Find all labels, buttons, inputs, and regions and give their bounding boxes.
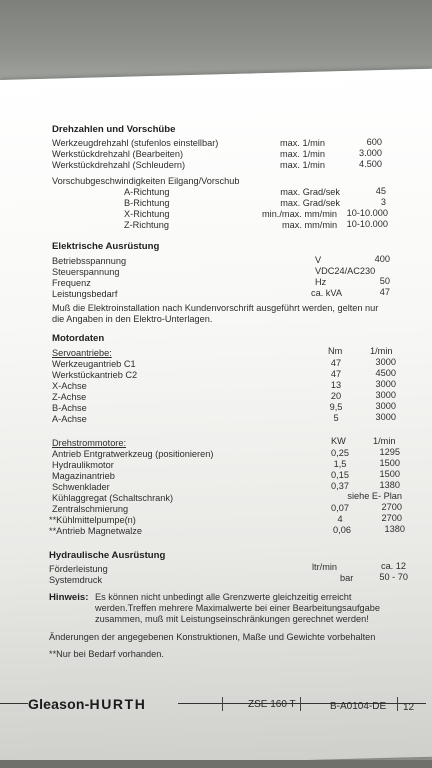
footer-rule-right — [178, 703, 426, 704]
dreh-label: Hydraulikmotor — [52, 460, 114, 470]
servo-col-header: 1/min — [370, 346, 393, 356]
dreh-v1: 4 — [337, 514, 343, 524]
dreh-v2: 1380 — [379, 480, 400, 490]
hinweis-text: zusammen, muß mit Leistungseinschränkungen gerechnet werden! — [95, 614, 369, 624]
eilgang-label: B-Richtung — [124, 198, 170, 208]
eilgang-unit: max. Grad/sek — [280, 198, 340, 208]
dreh-label: Magazinantrieb — [52, 471, 115, 481]
dreh-v1: 0,15 — [331, 470, 349, 480]
dreh-label: Zentralschmierung — [52, 504, 129, 514]
elektrik-note: die Angaben in den Elektro-Unterlagen. — [52, 314, 213, 324]
dreh-v2: 1295 — [379, 447, 400, 457]
hinweis-label: Hinweis: — [49, 592, 89, 603]
servo-v2: 3000 — [375, 357, 396, 367]
servo-v1: 47 — [330, 369, 342, 379]
hydraulik-label: Förderleistung — [49, 564, 108, 574]
dreh-title: Drehstrommotore: — [52, 438, 127, 448]
elektrik-unit: V — [315, 255, 322, 265]
hydraulik-unit: ltr/min — [312, 562, 338, 572]
dreh-v1: 0,37 — [331, 481, 349, 491]
servo-v1: 13 — [330, 380, 342, 390]
logo-text-gleason: Gleason- — [28, 696, 90, 712]
logo-text-hurth: HURTH — [89, 696, 147, 712]
eilgang-value: 10-10.000 — [346, 219, 388, 229]
dreh-v2: 1500 — [379, 469, 400, 479]
bedarf-note: **Nur bei Bedarf vorhanden. — [49, 649, 164, 659]
hydraulik-value: 50 - 70 — [379, 572, 408, 582]
footer-divider — [397, 697, 398, 711]
section-title-elektrik: Elektrische Ausrüstung — [52, 241, 160, 252]
document-id: B-A0104-DE — [330, 701, 387, 712]
servo-v1: 47 — [330, 358, 342, 368]
servo-label: Werkzeugantrieb C1 — [52, 359, 136, 369]
elektrik-unit: Hz — [315, 277, 327, 287]
drehzahl-label: Werkstückdrehzahl (Bearbeiten) — [52, 149, 184, 159]
eilgang-unit: max. Grad/sek — [280, 187, 340, 197]
servo-v2: 3000 — [375, 401, 396, 411]
dreh-v2: siehe E- Plan — [347, 491, 402, 501]
elektrik-value: 50 — [379, 276, 390, 286]
drehzahl-unit: max. 1/min — [280, 160, 325, 170]
dreh-label: Schwenklader — [52, 482, 110, 492]
hydraulik-value: ca. 12 — [380, 561, 406, 571]
servo-v1: 20 — [330, 391, 342, 401]
dreh-label: **Antrieb Magnetwalze — [49, 526, 142, 536]
dreh-label: Kühlaggregat (Schaltschrank) — [52, 493, 174, 503]
hydraulik-label: Systemdruck — [49, 575, 103, 585]
footer-divider — [222, 697, 223, 711]
section-title-motordaten: Motordaten — [52, 333, 105, 344]
dreh-col-header: 1/min — [373, 436, 396, 446]
elektrik-value: 400 — [374, 254, 390, 264]
dreh-v1: 1,5 — [333, 459, 347, 469]
servo-label: X-Achse — [52, 381, 87, 391]
eilgang-value: 10-10.000 — [346, 208, 388, 218]
gleason-hurth-logo — [28, 696, 147, 712]
elektrik-unit: ca. kVA — [311, 288, 342, 298]
servo-v2: 3000 — [375, 412, 396, 422]
eilgang-title: Vorschubgeschwindigkeiten Eilgang/Vorschub — [52, 176, 240, 186]
servo-v2: 3000 — [375, 390, 396, 400]
elektrik-label: Steuerspannung — [52, 267, 120, 277]
eilgang-value: 45 — [375, 186, 386, 196]
elektrik-value: 47 — [379, 287, 390, 297]
dreh-v1: 0,25 — [331, 448, 349, 458]
eilgang-unit: max. mm/min — [282, 220, 338, 230]
drehzahl-unit: max. 1/min — [280, 149, 325, 159]
dreh-v2: 2700 — [381, 513, 402, 523]
drehzahl-label: Werkzeugdrehzahl (stufenlos einstellbar) — [52, 138, 219, 148]
drehzahl-unit: max. 1/min — [280, 138, 325, 148]
drehzahl-label: Werkstückdrehzahl (Schleudern) — [52, 160, 186, 170]
table-edge — [0, 760, 432, 768]
elektrik-label: Frequenz — [52, 278, 91, 288]
eilgang-label: Z-Richtung — [124, 220, 169, 230]
servo-label: B-Achse — [52, 403, 87, 413]
dreh-v2: 2700 — [381, 502, 402, 512]
dreh-v2: 1500 — [379, 458, 400, 468]
footer-rule-left — [0, 703, 28, 704]
eilgang-label: A-Richtung — [124, 187, 170, 197]
eilgang-unit: min./max. mm/min — [262, 209, 338, 219]
footer-divider — [300, 697, 301, 711]
hinweis-text: Es können nicht unbedingt alle Grenzwerte gleichzeitig erreicht — [95, 592, 352, 602]
dreh-col-header: KW — [331, 436, 346, 446]
dreh-label: Antrieb Entgratwerkzeug (positionieren) — [52, 449, 214, 459]
servo-title: Servoantriebe: — [52, 348, 112, 358]
drehzahl-value: 600 — [366, 137, 382, 147]
servo-label: Z-Achse — [52, 392, 87, 402]
dreh-v1: 0,07 — [331, 503, 349, 513]
drehzahl-value: 4.500 — [359, 159, 382, 169]
elektrik-label: Leistungsbedarf — [52, 289, 118, 299]
servo-v2: 3000 — [375, 379, 396, 389]
servo-v1: 5 — [333, 413, 339, 423]
aenderungen-text: Änderungen der angegebenen Konstruktionen, Maße und Gewichte vorbehalten — [49, 632, 376, 642]
document-page — [0, 120, 432, 760]
dreh-label: **Kühlmittelpumpe(n) — [49, 515, 136, 525]
dreh-v2: 1380 — [384, 524, 405, 534]
model-number: ZSE 160 T — [248, 699, 296, 710]
eilgang-value: 3 — [380, 197, 386, 207]
servo-v1: 9,5 — [329, 402, 343, 412]
servo-v2: 4500 — [375, 368, 396, 378]
servo-col-header: Nm — [328, 346, 343, 356]
section-title-drehzahlen: Drehzahlen und Vorschübe — [52, 124, 176, 135]
elektrik-unit: VDC24/AC230 — [315, 266, 376, 276]
hydraulik-unit: bar — [340, 573, 354, 583]
section-title-hydraulik: Hydraulische Ausrüstung — [49, 550, 166, 561]
dreh-v1: 0,06 — [333, 525, 351, 535]
elektrik-label: Betriebsspannung — [52, 256, 127, 266]
servo-label: A-Achse — [52, 414, 87, 424]
hinweis-text: werden.Treffen mehrere Maximalwerte bei einer Bearbeitungsaufgabe — [95, 603, 380, 613]
eilgang-label: X-Richtung — [124, 209, 170, 219]
page-number: 12 — [403, 702, 415, 713]
servo-label: Werkstückantrieb C2 — [52, 370, 138, 380]
elektrik-note: Muß die Elektroinstallation nach Kundenvorschrift ausgeführt werden, gelten nur — [52, 303, 379, 313]
drehzahl-value: 3.000 — [359, 148, 382, 158]
